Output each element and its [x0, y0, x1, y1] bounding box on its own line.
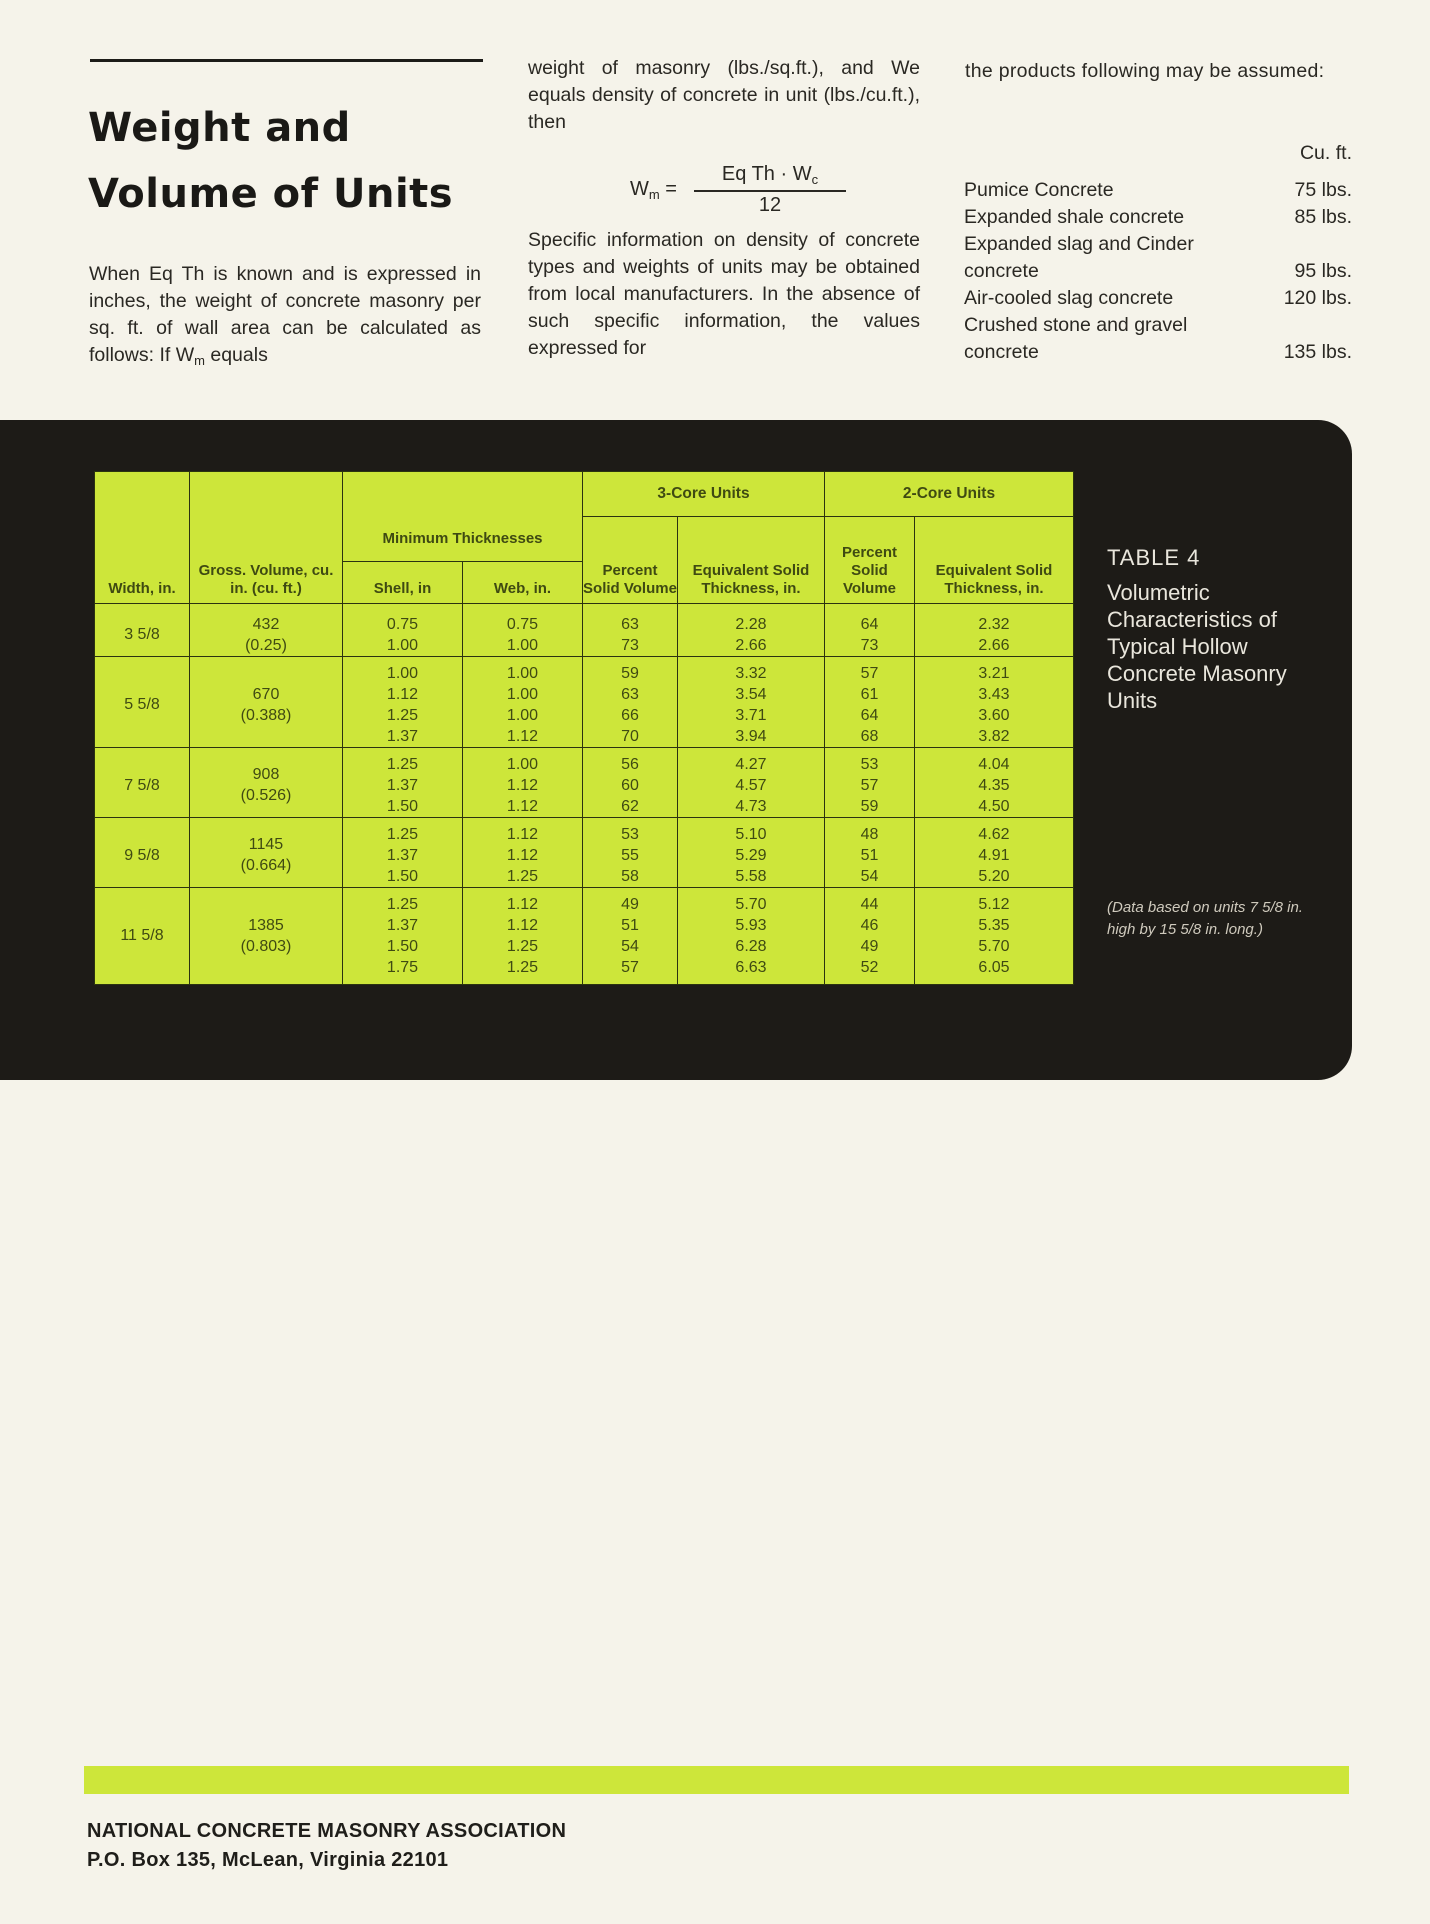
density-row — [964, 285, 1352, 312]
intro-text-a: When Eq Th is known and is expressed in inches, the weight of concrete masonry per sq. ft. of wall area can be calculated as follows: If W — [89, 263, 481, 366]
value-eq2: 3.82 — [978, 727, 1010, 745]
table-number: TABLE 4 — [1107, 545, 1201, 570]
gross-cu-ft: (0.25) — [245, 636, 287, 654]
cell-shell — [343, 656, 463, 747]
cell-gross-volume — [190, 817, 343, 887]
density-value: 95 lbs. — [1294, 260, 1352, 282]
value-web: 1.00 — [506, 636, 539, 654]
value-shell: 1.12 — [386, 685, 419, 703]
footer — [87, 1817, 566, 1875]
header-blank-thickness — [343, 472, 583, 517]
gross-cu-ft: (0.664) — [240, 857, 292, 874]
gross-cu-in: 432 — [252, 615, 280, 633]
value-eq2: 5.12 — [978, 895, 1010, 913]
value-eq3: 5.70 — [735, 895, 767, 913]
density-row — [964, 231, 1352, 285]
value-shell: 1.50 — [386, 797, 419, 815]
header-two-core: 2-Core Units — [825, 472, 1074, 517]
cell-pct3 — [583, 656, 678, 747]
cell-eq3 — [678, 747, 825, 817]
formula-lhs-symbol: W — [630, 178, 649, 200]
value-eq3: 3.71 — [735, 706, 767, 724]
value-web: 1.12 — [506, 846, 539, 864]
table-row — [95, 747, 1074, 817]
cell-web — [463, 747, 583, 817]
value-eq2: 2.32 — [978, 615, 1010, 633]
value-eq3: 5.58 — [735, 867, 767, 885]
intro-paragraph — [89, 261, 481, 374]
value-eq2: 3.60 — [978, 706, 1010, 724]
formula-fraction — [694, 163, 846, 217]
value-web: 1.25 — [506, 937, 539, 955]
cell-eq2 — [915, 656, 1074, 747]
value-eq3: 5.93 — [735, 916, 767, 934]
header-percent-solid-3: Percent Solid Volume — [583, 517, 678, 604]
value-shell: 1.50 — [386, 867, 419, 885]
value-pct2: 61 — [860, 685, 879, 703]
cell-pct2 — [825, 817, 915, 887]
value-pct2: 54 — [860, 867, 879, 885]
value-eq3: 6.63 — [735, 958, 767, 976]
formula-lhs — [630, 178, 677, 202]
cell-eq3 — [678, 603, 825, 656]
gross-cu-in: 908 — [252, 766, 280, 783]
value-pct2: 46 — [860, 916, 879, 934]
cell-gross-volume — [190, 747, 343, 817]
value-pct3: 56 — [621, 755, 639, 773]
value-eq2: 4.50 — [978, 797, 1010, 815]
formula-numerator-text: Eq Th · W — [721, 163, 812, 185]
cell-shell — [343, 603, 463, 656]
value-shell: 1.75 — [386, 958, 419, 976]
value-pct3: 62 — [621, 797, 639, 815]
value-eq3: 4.27 — [735, 755, 767, 773]
cell-shell — [343, 817, 463, 887]
value-pct2: 57 — [860, 776, 879, 794]
cell-eq2 — [915, 887, 1074, 984]
cell-pct3 — [583, 603, 678, 656]
value-web: 1.12 — [506, 895, 539, 913]
header-equivalent-solid-2: Equivalent Solid Thickness, in. — [915, 517, 1074, 604]
cell-web — [463, 656, 583, 747]
gross-cu-in: 1145 — [248, 836, 284, 853]
value-pct2: 59 — [860, 797, 879, 815]
cell-eq2 — [915, 817, 1074, 887]
density-name: Expanded slag and Cinder concrete — [964, 233, 1194, 282]
value-pct3: 70 — [621, 727, 639, 745]
value-pct2: 51 — [860, 846, 879, 864]
cell-pct3 — [583, 747, 678, 817]
value-pct3: 58 — [621, 867, 639, 885]
cell-pct3 — [583, 887, 678, 984]
cell-web — [463, 887, 583, 984]
header-blank-gross — [190, 472, 343, 517]
value-web: 0.75 — [506, 615, 539, 633]
value-eq2: 2.66 — [978, 636, 1010, 654]
value-eq3: 3.32 — [735, 664, 767, 682]
value-pct2: 53 — [860, 755, 879, 773]
value-web: 1.12 — [506, 776, 539, 794]
cell-gross-volume — [190, 887, 343, 984]
value-pct2: 48 — [860, 825, 879, 843]
value-eq2: 5.70 — [978, 937, 1010, 955]
value-shell: 0.75 — [386, 615, 419, 633]
value-web: 1.12 — [506, 797, 539, 815]
formula-numerator — [694, 163, 846, 192]
value-shell: 1.37 — [386, 776, 419, 794]
cell-pct2 — [825, 603, 915, 656]
value-pct3: 73 — [621, 636, 639, 654]
products-paragraph: the products following may be assumed: — [965, 60, 1325, 82]
cell-web — [463, 817, 583, 887]
cell-eq2 — [915, 747, 1074, 817]
gross-cu-in: 1385 — [248, 916, 284, 934]
value-eq3: 2.28 — [735, 615, 767, 633]
value-pct3: 55 — [621, 846, 639, 864]
value-eq3: 6.28 — [735, 937, 767, 955]
formula-numerator-subscript: c — [811, 172, 819, 187]
value-shell: 1.00 — [386, 664, 419, 682]
table-row — [95, 887, 1074, 984]
cell-shell — [343, 747, 463, 817]
value-shell: 1.25 — [386, 895, 419, 913]
density-value: 75 lbs. — [1294, 179, 1352, 201]
specific-info-paragraph: Specific information on density of concrete types and weights of units may be obtained from local manufacturers. In the absence of such specific information, the values expressed for — [528, 229, 920, 359]
header-gross-volume: Gross. Volume, cu. in. (cu. ft.) — [190, 517, 343, 604]
value-pct3: 54 — [621, 937, 639, 955]
density-row — [964, 312, 1352, 366]
value-eq3: 5.10 — [735, 825, 767, 843]
value-web: 1.00 — [506, 664, 539, 682]
value-pct3: 63 — [621, 685, 639, 703]
table-note: (Data based on units 7 5/8 in. high by 15 5/8 in. long.) — [1107, 899, 1303, 938]
cell-width: 5 5/8 — [95, 656, 190, 747]
value-shell: 1.25 — [386, 755, 419, 773]
value-eq3: 4.73 — [735, 797, 767, 815]
value-pct3: 63 — [621, 615, 639, 633]
value-web: 1.25 — [506, 867, 539, 885]
value-web: 1.00 — [506, 755, 539, 773]
value-shell: 1.25 — [386, 706, 419, 724]
formula-denominator: 12 — [758, 194, 782, 216]
density-name: Crushed stone and gravel concrete — [964, 314, 1188, 363]
page-title: Weight and Volume of Units — [88, 105, 454, 217]
density-row — [964, 204, 1352, 231]
value-pct3: 53 — [621, 825, 639, 843]
value-pct3: 49 — [621, 895, 639, 913]
header-min-thicknesses: Minimum Thicknesses — [343, 517, 583, 562]
cell-shell — [343, 887, 463, 984]
density-value: 85 lbs. — [1294, 206, 1352, 228]
cell-pct3 — [583, 817, 678, 887]
density-name: Air-cooled slag concrete — [964, 287, 1174, 309]
value-shell: 1.37 — [386, 916, 419, 934]
cell-web — [463, 603, 583, 656]
value-pct3: 57 — [621, 958, 639, 976]
value-pct2: 57 — [860, 664, 879, 682]
cell-width: 7 5/8 — [95, 747, 190, 817]
value-shell: 1.00 — [386, 636, 419, 654]
value-pct3: 51 — [621, 916, 639, 934]
volumetric-table — [94, 471, 1074, 985]
value-pct3: 66 — [621, 706, 639, 724]
density-value: 135 lbs. — [1283, 341, 1352, 363]
cell-width: 9 5/8 — [95, 817, 190, 887]
cell-width: 11 5/8 — [95, 887, 190, 984]
value-shell: 1.50 — [386, 937, 419, 955]
value-eq2: 3.43 — [978, 685, 1010, 703]
value-eq3: 2.66 — [735, 636, 767, 654]
cell-eq3 — [678, 656, 825, 747]
value-eq2: 4.62 — [978, 825, 1010, 843]
table-title: Volumetric Characteristics of Typical Hollow Concrete Masonry Units — [1107, 580, 1287, 713]
title-rule — [90, 59, 483, 62]
value-shell: 1.37 — [386, 846, 419, 864]
value-pct2: 68 — [860, 727, 879, 745]
cell-pct2 — [825, 747, 915, 817]
value-eq2: 4.91 — [978, 846, 1010, 864]
density-list — [964, 140, 1352, 366]
density-row — [964, 177, 1352, 204]
cell-pct2 — [825, 887, 915, 984]
value-pct2: 73 — [860, 636, 879, 654]
table-caption — [1107, 545, 1327, 714]
value-eq2: 4.04 — [978, 755, 1010, 773]
intro-text-b: equals — [204, 344, 268, 366]
formula-lhs-subscript: m — [648, 187, 660, 202]
value-pct2: 64 — [860, 615, 879, 633]
cell-gross-volume — [190, 603, 343, 656]
value-eq3: 5.29 — [735, 846, 767, 864]
gross-cu-in: 670 — [252, 685, 280, 703]
value-eq3: 3.94 — [735, 727, 767, 745]
header-blank-width — [95, 472, 190, 517]
value-shell: 1.25 — [386, 825, 419, 843]
table-row — [95, 656, 1074, 747]
value-shell: 1.37 — [386, 727, 419, 745]
header-percent-solid-2: Percent Solid Volume — [825, 517, 915, 604]
cell-pct2 — [825, 656, 915, 747]
footer-org: NATIONAL CONCRETE MASONRY ASSOCIATION — [87, 1820, 567, 1842]
value-web: 1.00 — [506, 706, 539, 724]
intro-subscript: m — [194, 353, 205, 368]
value-pct3: 60 — [621, 776, 639, 794]
value-eq2: 4.35 — [978, 776, 1010, 794]
footer-address: P.O. Box 135, McLean, Virginia 22101 — [87, 1849, 449, 1871]
header-equivalent-solid-3: Equivalent Solid Thickness, in. — [678, 517, 825, 604]
gross-cu-ft: (0.388) — [240, 706, 292, 724]
header-shell: Shell, in — [343, 561, 463, 603]
value-eq2: 3.21 — [978, 664, 1010, 682]
density-name: Expanded shale concrete — [964, 206, 1185, 228]
value-web: 1.12 — [506, 727, 539, 745]
value-web: 1.00 — [506, 685, 539, 703]
header-web: Web, in. — [463, 561, 583, 603]
weight-definition-paragraph: weight of masonry (lbs./sq.ft.), and We equals density of concrete in unit (lbs./cu.ft.), then — [528, 57, 920, 133]
density-name: Pumice Concrete — [964, 179, 1114, 201]
value-web: 1.12 — [506, 916, 539, 934]
value-eq3: 4.57 — [735, 776, 767, 794]
cell-eq2 — [915, 603, 1074, 656]
gross-cu-ft: (0.803) — [240, 937, 292, 955]
density-rows — [964, 177, 1352, 366]
value-eq3: 3.54 — [735, 685, 767, 703]
value-web: 1.12 — [506, 825, 539, 843]
value-pct2: 52 — [860, 958, 879, 976]
value-eq2: 6.05 — [978, 958, 1010, 976]
value-pct2: 49 — [860, 937, 879, 955]
value-eq2: 5.20 — [978, 867, 1010, 885]
density-unit-header: Cu. ft. — [1299, 142, 1352, 164]
volumetric-table-body — [95, 603, 1074, 984]
density-value: 120 lbs. — [1283, 287, 1352, 309]
value-pct2: 64 — [860, 706, 879, 724]
formula-equals: = — [659, 178, 677, 200]
footer-accent-bar — [84, 1766, 1349, 1794]
cell-eq3 — [678, 887, 825, 984]
value-web: 1.25 — [506, 958, 539, 976]
value-eq2: 5.35 — [978, 916, 1010, 934]
cell-gross-volume — [190, 656, 343, 747]
cell-eq3 — [678, 817, 825, 887]
header-width: Width, in. — [95, 517, 190, 604]
header-three-core: 3-Core Units — [583, 472, 825, 517]
value-pct2: 44 — [860, 895, 879, 913]
gross-cu-ft: (0.526) — [240, 787, 292, 804]
table-row — [95, 603, 1074, 656]
cell-width: 3 5/8 — [95, 603, 190, 656]
value-pct3: 59 — [621, 664, 639, 682]
table-row — [95, 817, 1074, 887]
